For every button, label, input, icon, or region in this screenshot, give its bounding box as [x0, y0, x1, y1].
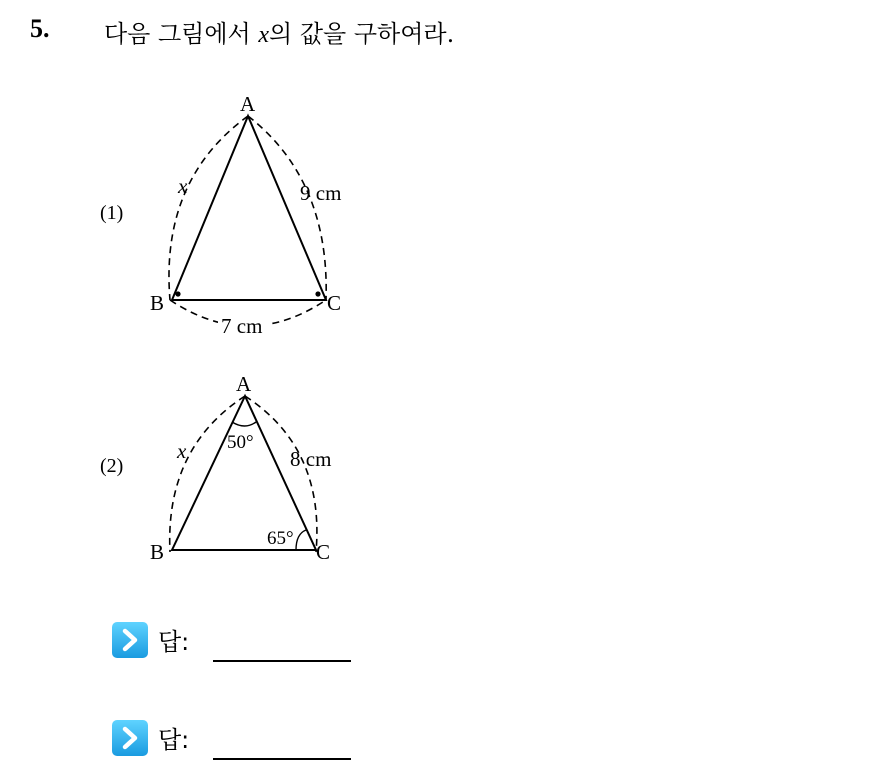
- figure-2-vertex-a: A: [236, 372, 252, 396]
- figure-2-triangle: [172, 396, 316, 550]
- answer-label: 답:: [158, 628, 190, 656]
- figure-1-side-ab-label: x: [178, 174, 188, 198]
- question-variable: x: [258, 22, 270, 48]
- figure-1-label: (1): [100, 202, 124, 224]
- chevron-right-icon: [112, 622, 148, 658]
- figure-2-label: (2): [100, 455, 124, 477]
- answer-input-2[interactable]: [213, 722, 351, 760]
- figure-2-vertex-b: B: [150, 540, 165, 564]
- figure-2-angle-c-label: 65°: [267, 528, 294, 549]
- figure-1-side-bc-label: 7 cm: [221, 314, 263, 338]
- figure-2-angle-a-label: 50°: [227, 432, 254, 453]
- question-text-after: 의 값을 구하여라.: [269, 20, 455, 48]
- figure-2-side-ac-label: 8 cm: [290, 447, 332, 471]
- question-number: 5.: [30, 14, 50, 43]
- figure-2-angle-arc-c: [296, 530, 306, 550]
- figure-1-vertex-b: B: [150, 291, 165, 315]
- figure-1-vertex-a: A: [240, 92, 256, 116]
- figure-2-side-ab-label: x: [177, 439, 187, 463]
- figure-1-vertex-c: C: [327, 291, 342, 315]
- figure-1-side-ac-label: 9 cm: [300, 181, 342, 205]
- chevron-right-icon: [112, 720, 148, 756]
- figure-2-vertex-c: C: [316, 540, 331, 564]
- question-text-before: 다음 그림에서: [104, 20, 259, 48]
- answer-input-1[interactable]: [213, 624, 351, 662]
- figure-2-angle-arc-a: [232, 422, 256, 426]
- answer-label: 답:: [158, 726, 190, 754]
